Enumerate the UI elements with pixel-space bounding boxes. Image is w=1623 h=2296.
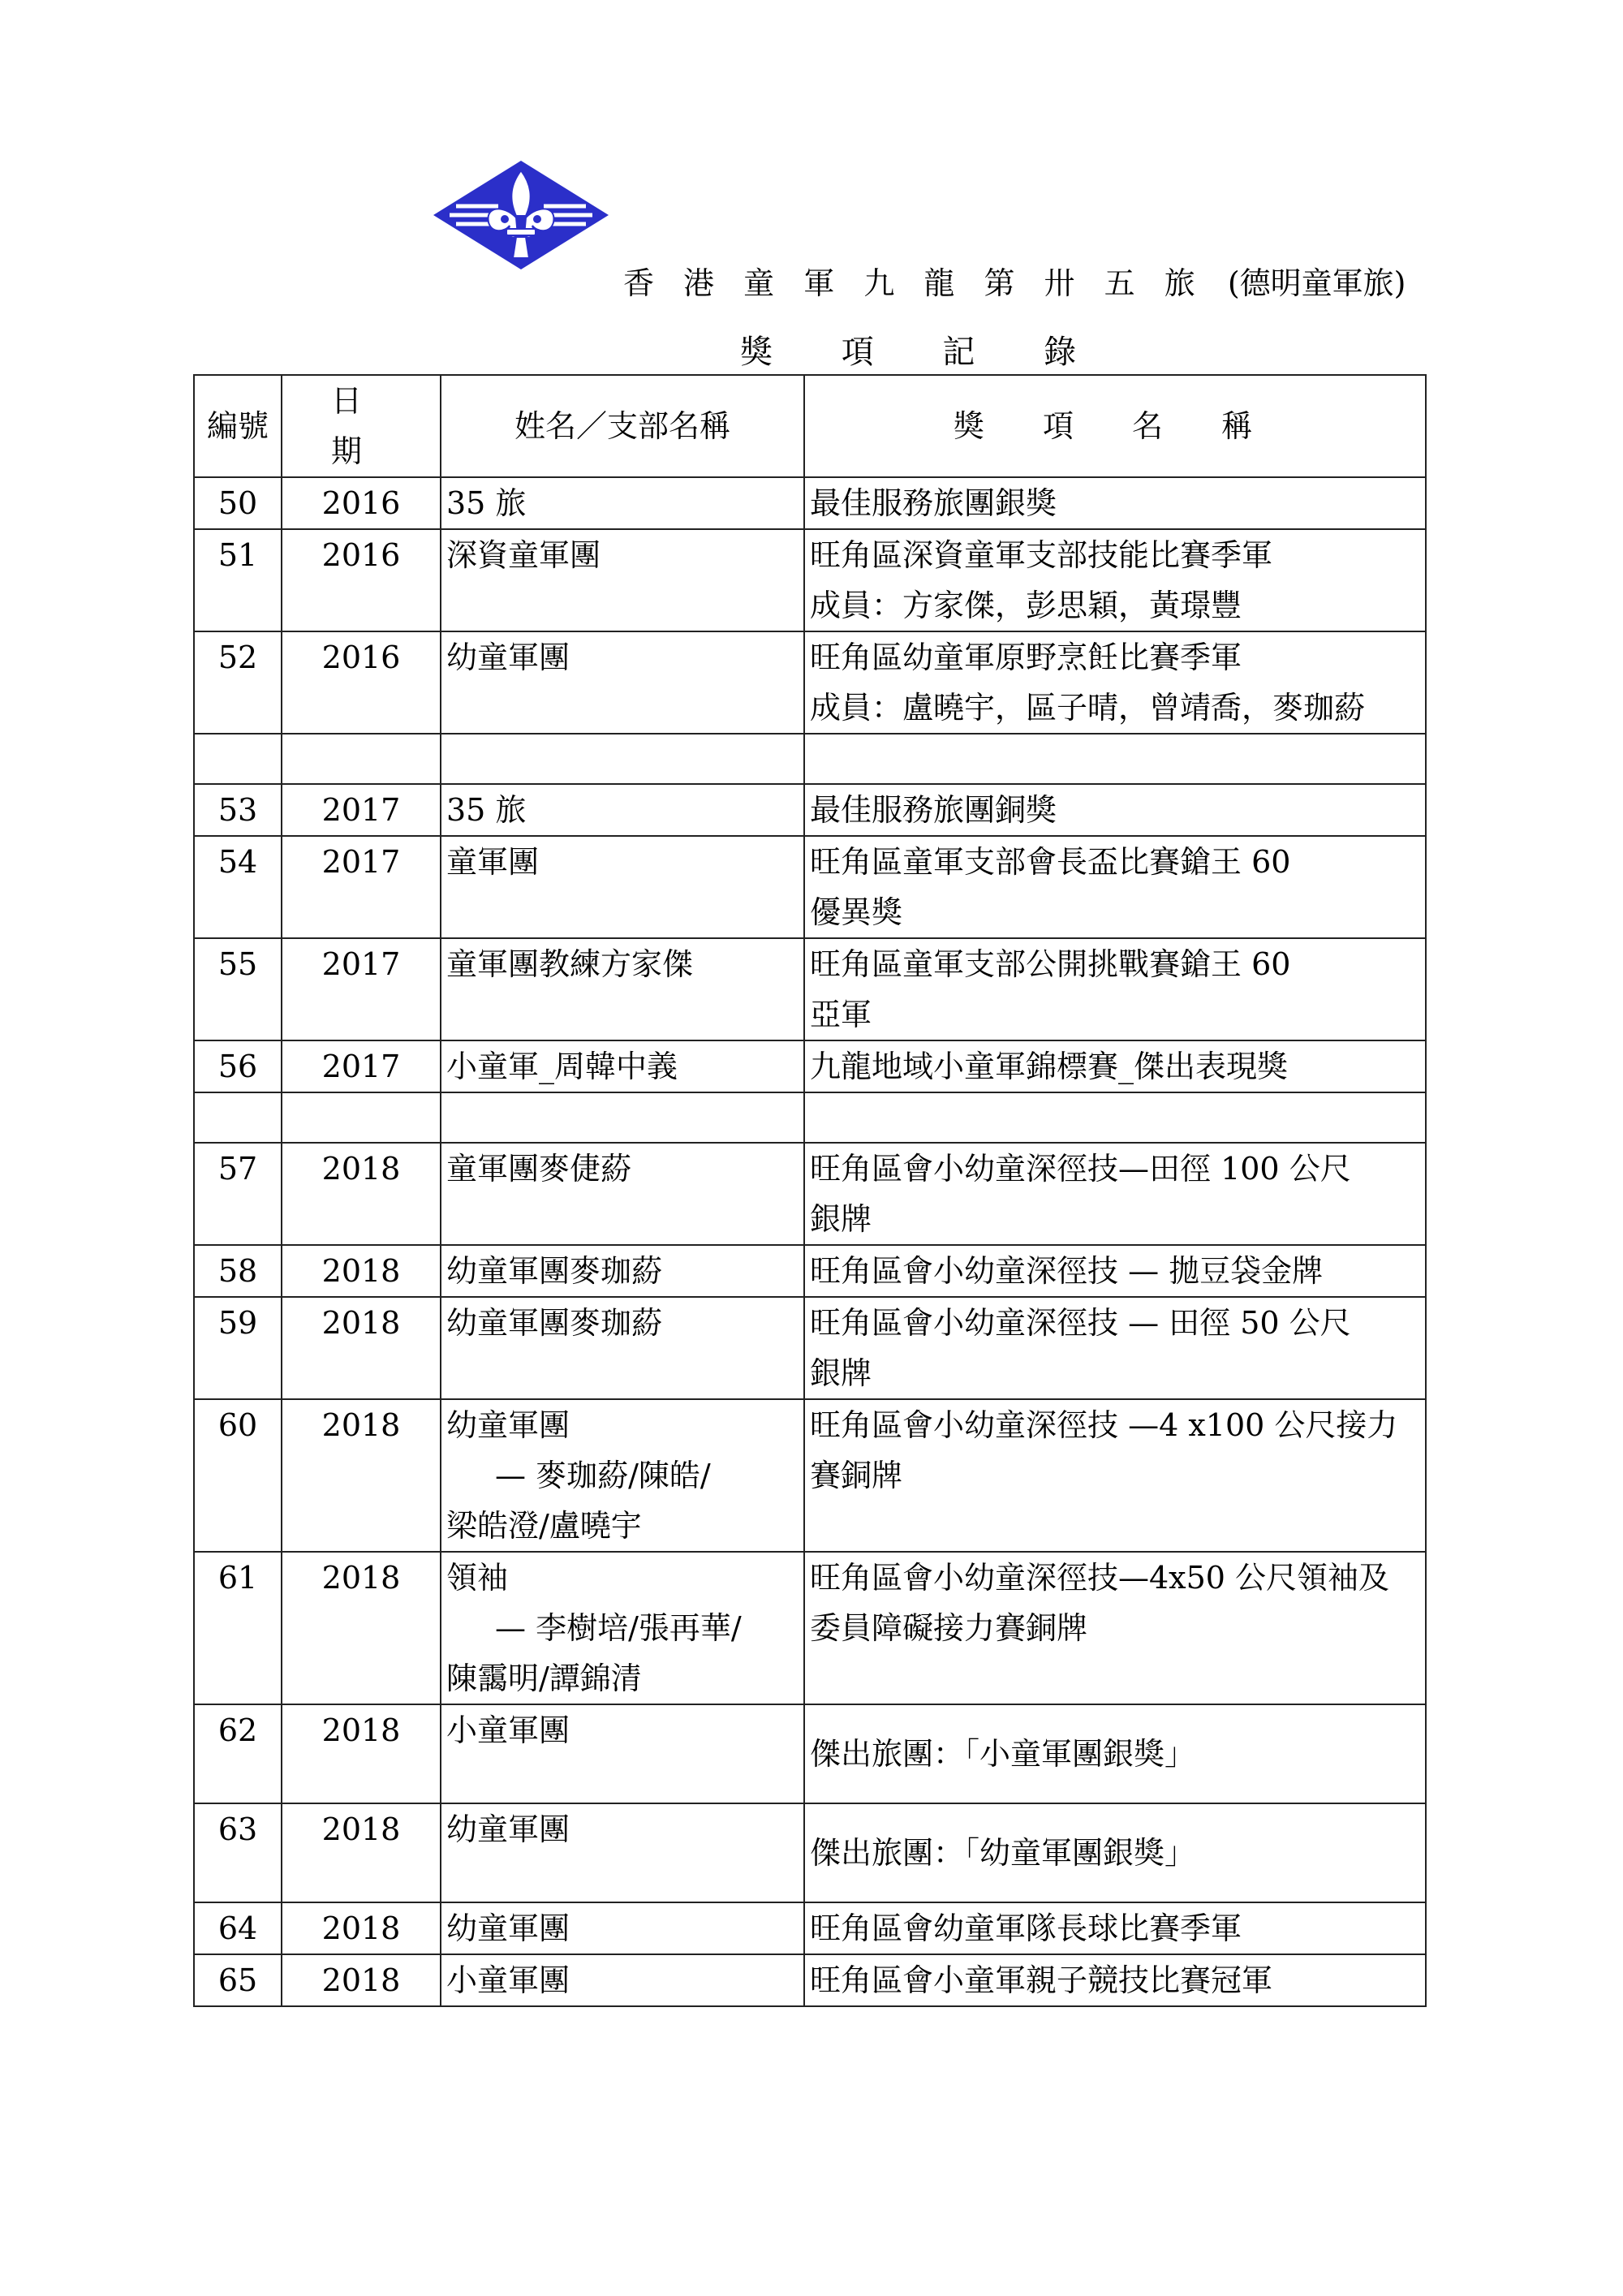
award-line: 傑出旅團：「幼童軍團銀獎」 [810,1835,1196,1871]
name-line: 梁皓澄/盧曉宇 [446,1508,642,1544]
cell-date: 2016 [282,529,441,631]
cell-date: 2017 [282,784,441,836]
cell-award [804,1552,1426,1704]
award-line: 旺角區會小幼童深徑技 — 田徑 50 公尺 [810,1305,1351,1341]
cell-date: 2017 [282,938,441,1040]
cell-name [441,1803,804,1902]
cell-number: 62 [194,1704,282,1803]
cell-name [441,836,804,938]
cell-name [441,1399,804,1552]
awards-table-body [194,477,1426,2006]
table-row [194,1704,1426,1803]
award-line: 賽銅牌 [810,1458,903,1493]
cell-name [441,1297,804,1399]
empty-cell [194,1092,282,1143]
cell-number: 50 [194,477,282,529]
cell-number: 55 [194,938,282,1040]
award-line: 銀牌 [810,1355,872,1391]
cell-award [804,836,1426,938]
table-row [194,477,1426,529]
cell-award [804,1245,1426,1297]
cell-number: 59 [194,1297,282,1399]
name-line: 童軍團 [446,844,540,880]
cell-name [441,1902,804,1954]
cell-award [804,1803,1426,1902]
name-line: 35 旅 [446,792,527,828]
table-row [194,836,1426,938]
cell-name [441,1143,804,1245]
award-line: 銀牌 [810,1201,872,1237]
cell-number: 57 [194,1143,282,1245]
cell-number: 53 [194,784,282,836]
award-line: 傑出旅團：「小童軍團銀獎」 [810,1736,1196,1772]
name-line: 領袖 [446,1560,509,1596]
table-row [194,1954,1426,2006]
table-row [194,1143,1426,1245]
name-line: 幼童軍團麥珈蒶 [446,1253,663,1289]
cell-date: 2018 [282,1297,441,1399]
award-line: 旺角區會小幼童深徑技 —4 x100 公尺接力 [810,1407,1398,1443]
cell-award [804,477,1426,529]
award-line: 成員：盧曉宇，區子晴，曾靖喬，麥珈蒶 [810,690,1366,726]
cell-name [441,529,804,631]
award-line: 最佳服務旅團銅獎 [810,792,1057,828]
empty-row [194,734,1426,784]
cell-name [441,1704,804,1803]
cell-name [441,1552,804,1704]
award-line: 旺角區童軍支部會長盃比賽鎗王 60 [810,844,1291,880]
empty-cell [441,734,804,784]
cell-date: 2018 [282,1954,441,2006]
cell-award [804,1143,1426,1245]
name-line: 童軍團教練方家傑 [446,946,694,982]
table-row [194,631,1426,734]
table-row [194,1297,1426,1399]
cell-date: 2017 [282,1040,441,1092]
name-line: 小童軍團 [446,1712,570,1748]
cell-name [441,631,804,734]
empty-cell [194,734,282,784]
cell-number: 52 [194,631,282,734]
cell-date: 2018 [282,1143,441,1245]
table-row [194,938,1426,1040]
cell-award [804,1704,1426,1803]
award-line: 旺角區會小童軍親子競技比賽冠軍 [810,1962,1273,1998]
cell-name [441,784,804,836]
header-number: 編號 [194,375,282,477]
awards-table [193,374,1427,2007]
empty-cell [804,1092,1426,1143]
organization-name: 香 港 童 軍 九 龍 第 卅 五 旅 [623,265,1205,301]
award-line: 優異獎 [810,894,903,930]
header-award: 獎 項 名 稱 [804,375,1426,477]
award-line: 旺角區會小幼童深徑技—田徑 100 公尺 [810,1151,1351,1187]
empty-cell [282,734,441,784]
award-line: 最佳服務旅團銀獎 [810,485,1057,521]
name-line: 幼童軍團 [446,1811,570,1847]
document-title: 獎 項 記 錄 [740,334,1106,371]
name-line: 幼童軍團麥珈蒶 [446,1305,663,1341]
name-line: 陳靄明/譚錦清 [446,1661,642,1696]
cell-name [441,477,804,529]
name-line: 35 旅 [446,485,527,521]
cell-award [804,784,1426,836]
name-line: 童軍團麥倢蒶 [446,1151,632,1187]
header-date: 日 期 [282,375,441,477]
award-line: 亞軍 [810,997,872,1032]
cell-date: 2018 [282,1552,441,1704]
empty-cell [282,1092,441,1143]
table-row [194,1552,1426,1704]
table-row [194,1902,1426,1954]
award-line: 旺角區幼童軍原野烹飪比賽季軍 [810,640,1242,675]
cell-date: 2018 [282,1399,441,1552]
cell-award [804,938,1426,1040]
name-line: — 李樹培/張再華/ [495,1610,742,1646]
cell-date: 2018 [282,1803,441,1902]
cell-date: 2016 [282,477,441,529]
name-line: 幼童軍團 [446,1910,570,1946]
cell-award [804,1954,1426,2006]
cell-number: 51 [194,529,282,631]
award-line: 旺角區會小幼童深徑技 — 拋豆袋金牌 [810,1253,1324,1289]
award-line: 旺角區會幼童軍隊長球比賽季軍 [810,1910,1242,1946]
name-line: 深資童軍團 [446,537,601,573]
table-row [194,784,1426,836]
cell-award [804,1297,1426,1399]
cell-number: 65 [194,1954,282,2006]
cell-award [804,1040,1426,1092]
organization-title [623,258,1406,303]
name-line: 幼童軍團 [446,1407,570,1443]
cell-date: 2018 [282,1245,441,1297]
cell-name [441,1040,804,1092]
table-row [194,529,1426,631]
empty-cell [441,1092,804,1143]
award-line: 旺角區童軍支部公開挑戰賽鎗王 60 [810,946,1291,982]
table-row [194,1803,1426,1902]
organization-subtitle: (德明童軍旅) [1227,265,1406,301]
table-row [194,1040,1426,1092]
cell-award [804,529,1426,631]
cell-number: 63 [194,1803,282,1902]
name-line: — 麥珈蒶/陳皓/ [495,1458,711,1493]
cell-number: 61 [194,1552,282,1704]
cell-name [441,1245,804,1297]
cell-number: 56 [194,1040,282,1092]
empty-row [194,1092,1426,1143]
award-line: 九龍地域小童軍錦標賽_傑出表現獎 [810,1049,1289,1084]
cell-date: 2016 [282,631,441,734]
name-line: 小童軍_周韓中義 [446,1049,678,1084]
name-line: 幼童軍團 [446,640,570,675]
cell-number: 60 [194,1399,282,1552]
award-line: 旺角區深資童軍支部技能比賽季軍 [810,537,1273,573]
cell-number: 64 [194,1902,282,1954]
cell-number: 58 [194,1245,282,1297]
cell-award [804,1902,1426,1954]
empty-cell [804,734,1426,784]
header-name: 姓名／支部名稱 [441,375,804,477]
cell-name [441,1954,804,2006]
cell-number: 54 [194,836,282,938]
cell-award [804,631,1426,734]
table-row [194,1245,1426,1297]
cell-award [804,1399,1426,1552]
name-line: 小童軍團 [446,1962,570,1998]
table-row [194,1399,1426,1552]
table-header-row [194,375,1426,477]
cell-name [441,938,804,1040]
cell-date: 2018 [282,1902,441,1954]
cell-date: 2017 [282,836,441,938]
cell-date: 2018 [282,1704,441,1803]
scout-fleur-de-lis-logo-icon [432,159,610,271]
award-line: 委員障礙接力賽銅牌 [810,1610,1088,1646]
award-line: 成員：方家傑，彭思穎，黃璟豐 [810,588,1242,623]
award-line: 旺角區會小幼童深徑技—4x50 公尺領袖及 [810,1560,1390,1596]
